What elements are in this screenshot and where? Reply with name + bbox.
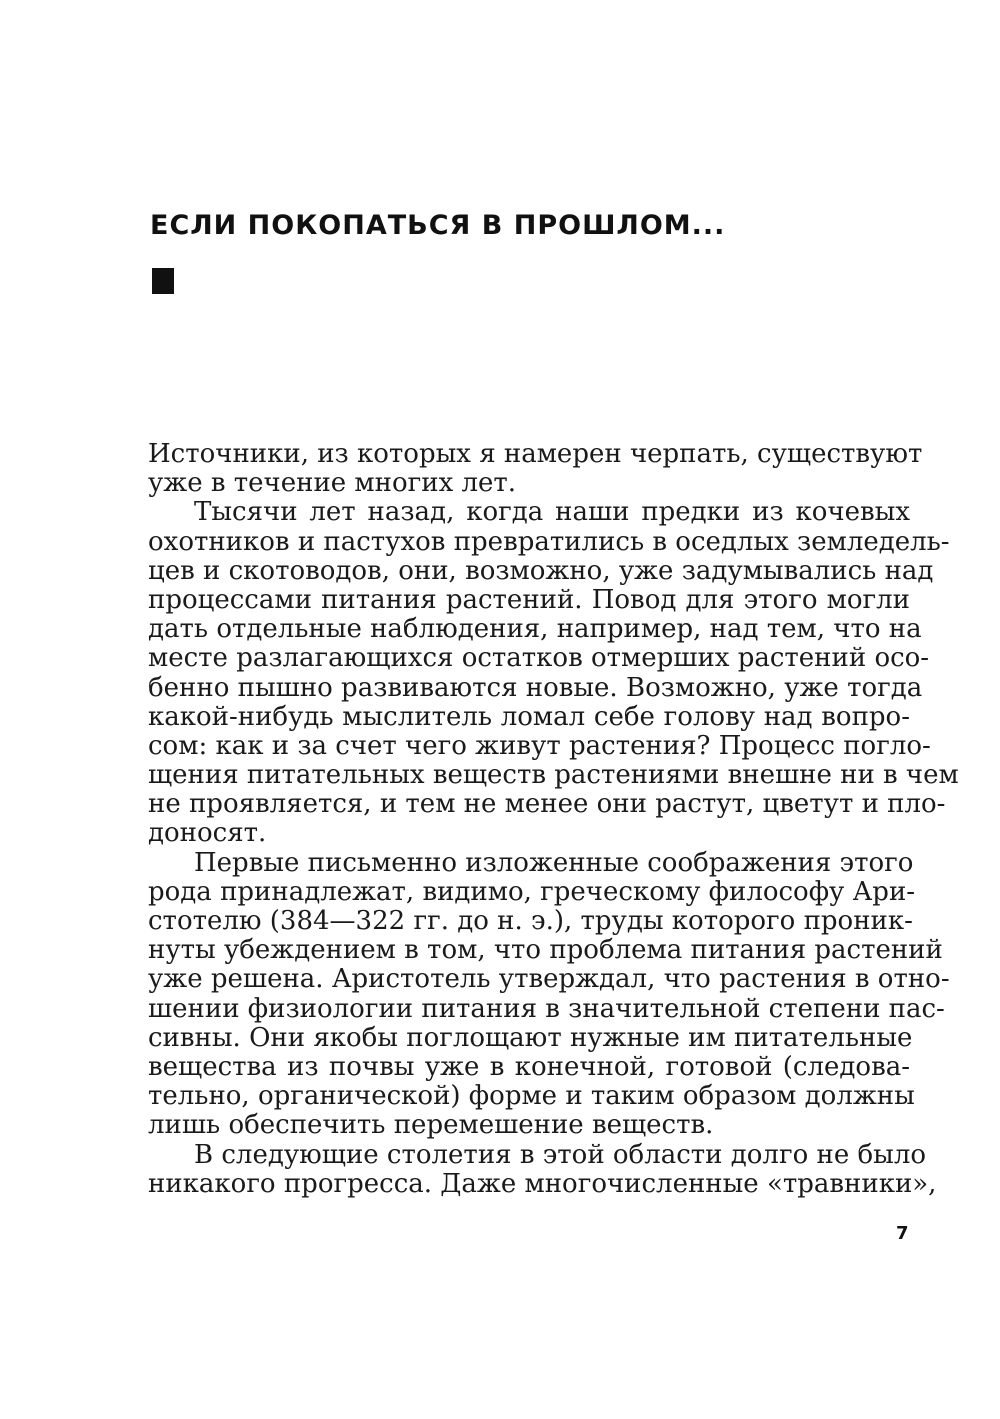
text-line: рода принадлежат, видимо, греческому философу Ари- [148, 876, 916, 907]
text-line: тельно, органической) форме и таким образом должны [148, 1081, 915, 1112]
text-line: какой-нибудь мыслитель ломал себе голову над вопро- [148, 701, 910, 732]
text-line: лишь обеспечить перемешение веществ. [148, 1110, 714, 1141]
chapter-title: ЕСЛИ ПОКОПАТЬСЯ В ПРОШЛОМ... [150, 210, 726, 241]
text-line: В следующие столетия в этой области долго не было [194, 1139, 926, 1170]
text-line: не проявляется, и тем не менее они растут, цветут и пло- [148, 789, 946, 820]
text-line: уже решена. Аристотель утверждал, что растения в отно- [148, 964, 950, 995]
text-line: процессами питания растений. Повод для этого могли [148, 584, 910, 615]
text-line: щения питательных веществ растениями внешне ни в чем [148, 760, 959, 791]
text-line: Источники, из которых я намерен черпать, существуют [148, 439, 923, 469]
text-line: сивны. Они якобы поглощают нужные им питательные [148, 1022, 913, 1053]
text-line: шении физиологии питания в значительной степени пас- [148, 993, 945, 1024]
body-text [148, 439, 959, 1199]
text-line: Тысячи лет назад, когда наши предки из кочевых [194, 497, 910, 528]
black-square-marker [152, 268, 174, 294]
text-line: Первые письменно изложенные соображения этого [194, 847, 914, 878]
text-line: нуты убеждением в том, что проблема питания растений [148, 935, 943, 966]
text-line: месте разлагающихся остатков отмерших растений осо- [148, 643, 930, 674]
page-number: 7 [896, 1223, 909, 1244]
text-line: сом: как и за счет чего живут растения? Процесс погло- [148, 730, 931, 761]
text-line: цев и скотоводов, они, возможно, уже задумывались над [148, 555, 934, 586]
text-line: охотников и пастухов превратились в оседлых земледель- [148, 526, 950, 557]
text-line: никакого прогресса. Даже многочисленные «травники», [148, 1168, 937, 1199]
text-line: уже в течение многих лет. [148, 468, 517, 499]
text-line: стотелю (384—322 гг. до н. э.), труды которого проник- [148, 906, 913, 936]
text-line: дать отдельные наблюдения, например, над тем, что на [148, 614, 922, 645]
text-line: доносят. [148, 818, 267, 849]
text-line: вещества из почвы уже в конечной, готовой (следова- [148, 1051, 910, 1082]
text-line: бенно пышно развиваются новые. Возможно, уже тогда [148, 672, 923, 703]
